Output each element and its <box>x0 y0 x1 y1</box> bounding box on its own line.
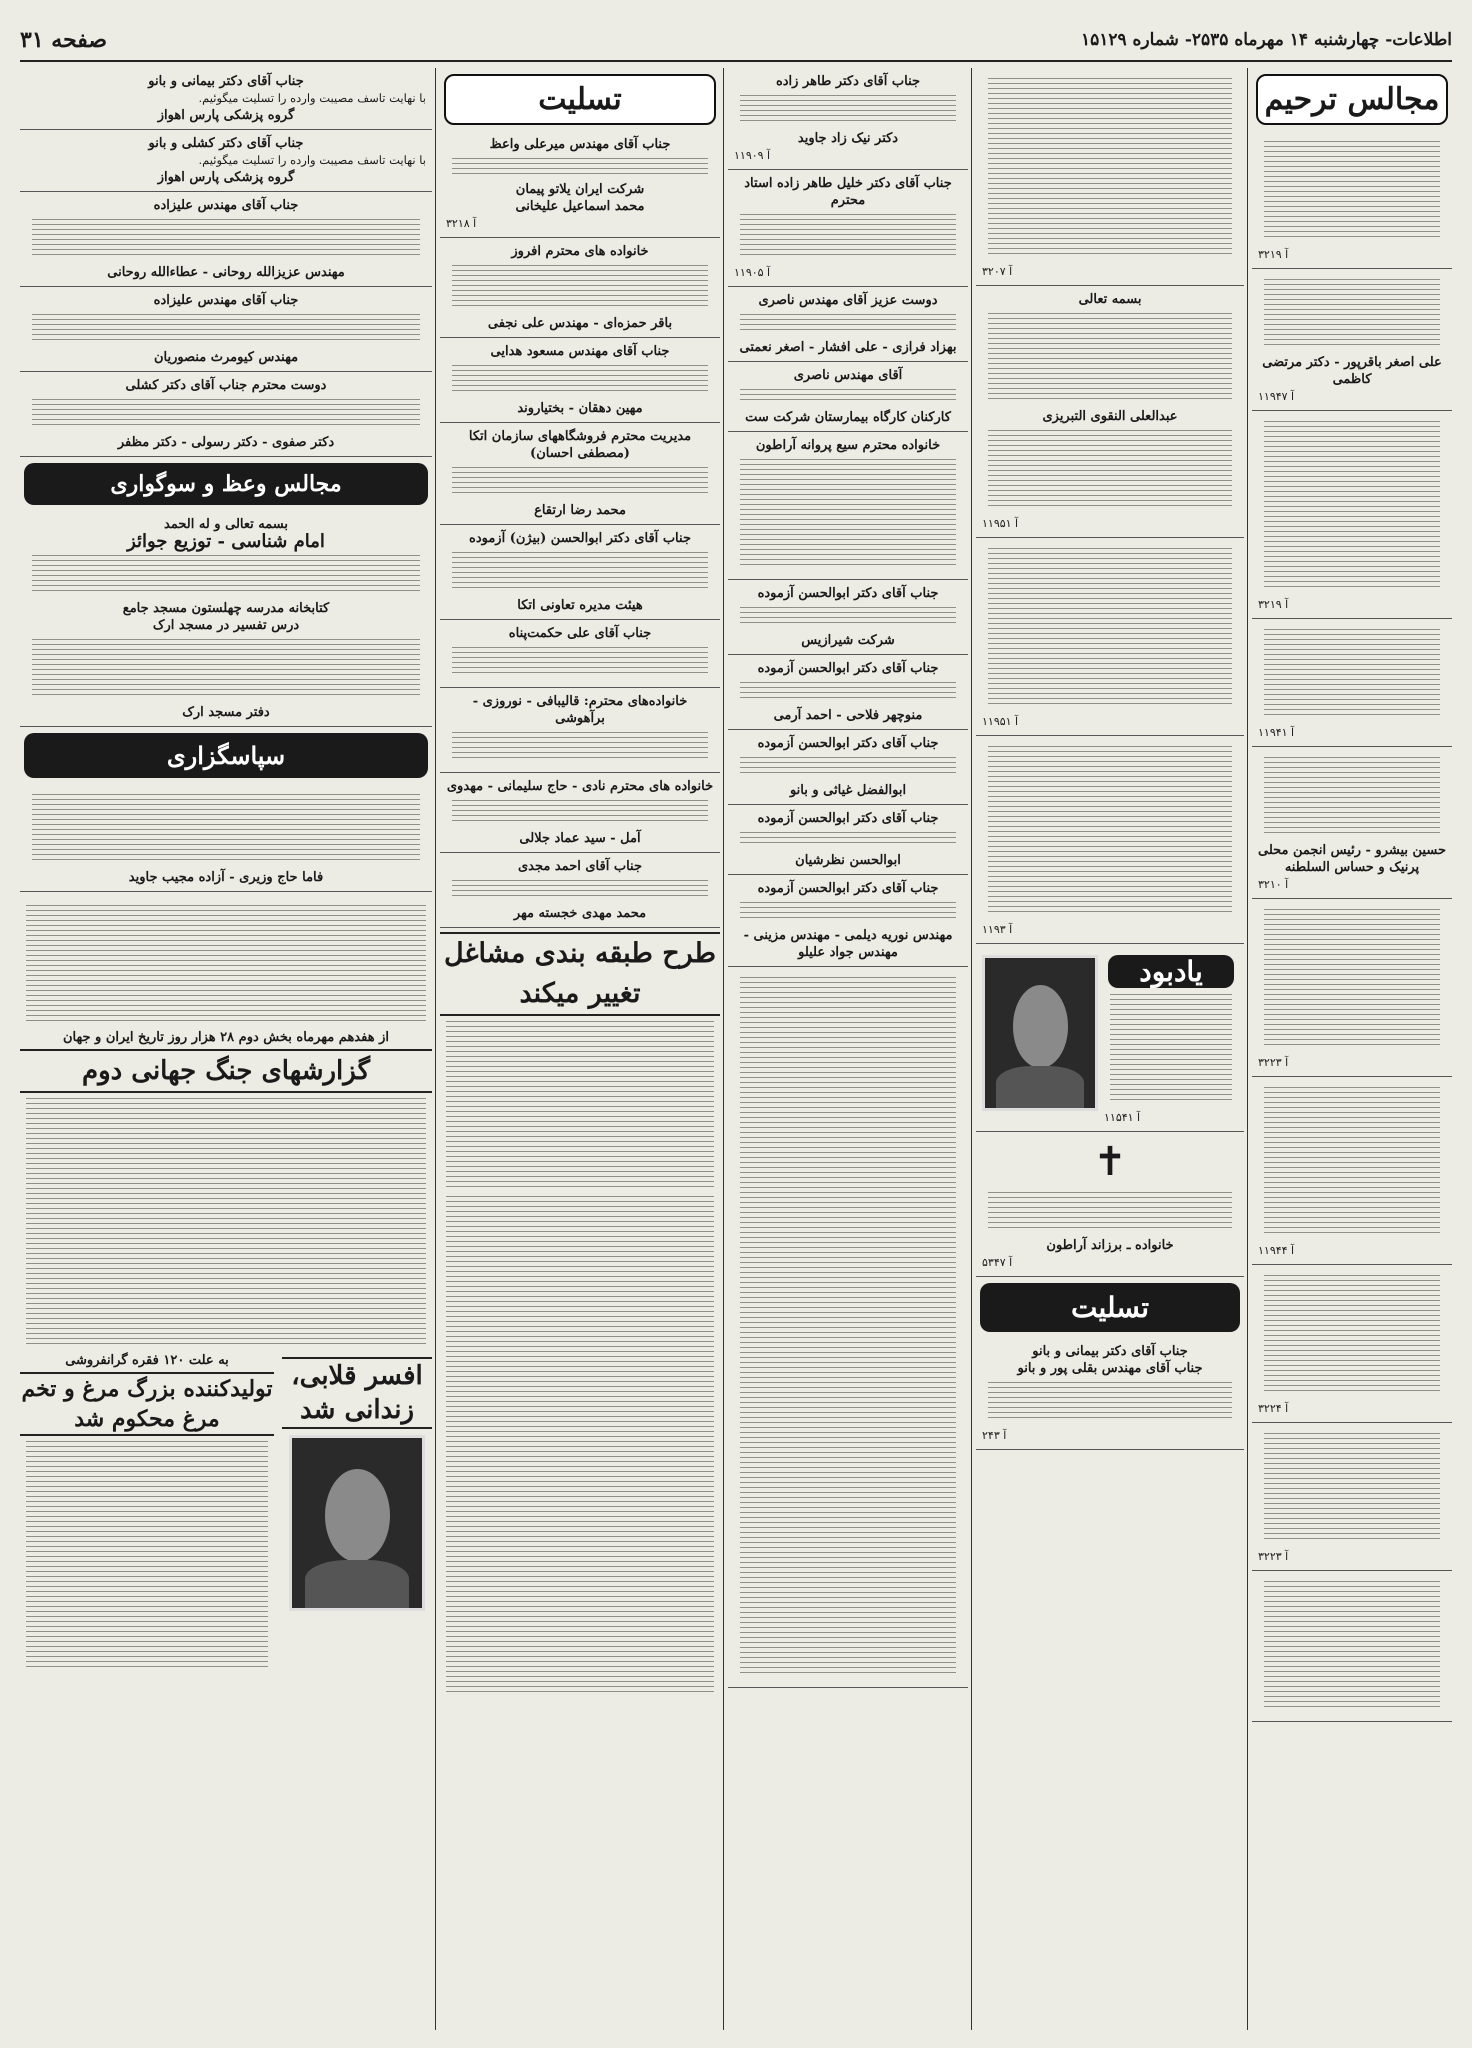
notice-43 <box>20 511 432 727</box>
notice-title: جناب آقای دکتر ابوالحسن آزموده <box>757 736 939 751</box>
notice-title: منوچهر فلاحی - احمد آرمی <box>773 708 923 723</box>
notice-title: گروه پزشکی پارس اهواز <box>157 170 295 185</box>
body-text-block <box>32 639 420 699</box>
body-text-block <box>988 313 1232 403</box>
column-1 <box>1252 68 1452 2030</box>
notice-29 <box>440 131 720 238</box>
notice-code: آ ۳۲۱۸ <box>446 217 477 230</box>
notice-title: جناب آقای دکتر ابوالحسن آزموده <box>757 661 939 676</box>
body-text-block <box>740 977 956 1677</box>
masthead: اطلاعات- چهارشنبه ۱۴ مهرماه ۲۵۳۵- شماره ۱۵۱۲۹ <box>1080 30 1452 50</box>
notice-title: ابوالفضل غیاثی و بانو <box>789 783 907 798</box>
notice-2 <box>1252 269 1452 411</box>
body-text-block <box>32 219 420 259</box>
body-text-block <box>32 794 420 864</box>
body-text-block <box>452 552 708 592</box>
notice-title: مهندس کیومرث منصوریان <box>153 350 299 365</box>
column-2 <box>976 68 1244 2030</box>
body-text-block <box>740 214 956 259</box>
notice-title: دفتر مسجد ارک <box>182 705 270 720</box>
notice-32 <box>440 423 720 525</box>
notice-27 <box>728 875 968 967</box>
body-text-block <box>26 1098 426 1348</box>
notice-title: مدیریت محترم فروشگاههای سازمان اتکا (مصطفی احسان) <box>468 429 692 461</box>
notice-38: جناب آقای دکتر بیمانی و بانو با نهایت تاسف مصیبت وارده را تسلیت میگوئیم. گروه پزشکی پارس اهواز <box>20 68 432 130</box>
notice-14 <box>976 736 1244 944</box>
body-text-block <box>740 314 956 334</box>
notice-code: آ ۳۲۰۷ <box>982 265 1013 278</box>
notice-title: محمد رضا ارتقاع <box>534 503 626 518</box>
notice-title: جناب آقای دکتر خلیل طاهر زاده استاد محترم <box>744 176 952 208</box>
notice-title: جناب آقای دکتر ابوالحسن آزموده <box>757 881 939 896</box>
notice-code: آ ۳۲۲۴ <box>1258 1402 1289 1415</box>
body-text-block <box>1264 909 1440 1049</box>
notice-code: آ ۱۱۹۴۱ <box>1258 726 1295 739</box>
column-3 <box>728 68 968 2030</box>
notices-left-block <box>20 68 432 892</box>
notice-title: خانواده های محترم نادی - حاج سلیمانی - مهدوی <box>446 779 714 794</box>
notice-17 <box>976 1338 1244 1450</box>
notice-title: محمد اسماعیل علیخانی <box>515 199 645 214</box>
officer-photo <box>289 1435 425 1611</box>
body-text-block <box>1264 1087 1440 1237</box>
notice-title: جناب آقای مهندس مسعود هدایی <box>490 344 670 359</box>
notice-title: علی اصغر باقرپور - دکتر مرتضی کاظمی <box>1262 355 1442 387</box>
section-sepasgozari: سپاسگزاری <box>24 733 428 778</box>
notice-title: هیئت مدیره تعاونی اتکا <box>517 598 643 613</box>
notice-40 <box>20 192 432 287</box>
notice-title: محمد مهدی خجسته مهر <box>513 906 647 921</box>
notice-title: ابوالحسن نظرشیان <box>795 853 901 868</box>
section-majales-vaz: مجالس وعظ و سوگواری <box>24 463 428 505</box>
notice-18 <box>728 68 968 170</box>
body-text-block <box>26 1441 268 1671</box>
body-text-block <box>452 265 708 310</box>
notice-33 <box>440 525 720 620</box>
notice-code: آ ۲۴۳ <box>982 1429 1007 1442</box>
body-text-block <box>452 647 708 677</box>
section-tasliat-bottom: تسلیت <box>980 1283 1240 1332</box>
notice-12 <box>976 286 1244 538</box>
notice-title: جناب آقای مهندس میرعلی واعظ <box>489 137 671 152</box>
notice-5 <box>1252 747 1452 899</box>
body-text-block <box>740 389 956 404</box>
notice-title: کارکنان کارگاه بیمارستان شرکت ست <box>745 410 951 425</box>
body-text-block <box>446 1196 714 1696</box>
notice-41 <box>20 287 432 372</box>
body-text-block <box>988 548 1232 708</box>
body-text-block <box>988 430 1232 510</box>
masthead-bar <box>20 20 1452 62</box>
notice-24 <box>728 655 968 730</box>
article-kicker-ww2: از هفدهم مهرماه بخش دوم ۲۸ هزار روز تاریخ ایران و جهان <box>63 1030 389 1045</box>
body-text-block <box>740 95 956 125</box>
notice-code: آ ۳۲۱۰ <box>1258 878 1289 891</box>
notice-title: شرکت ایران یلاتو پیمان <box>515 182 645 197</box>
notice-title: جناب آقای مهندس علیزاده <box>153 198 299 213</box>
notice-title: مهندس عزیزالله روحانی - عطاءالله روحانی <box>107 265 345 280</box>
body-text-block <box>740 902 956 922</box>
column-5 <box>20 68 432 2030</box>
notice-35 <box>440 688 720 773</box>
notice-28 <box>728 967 968 1688</box>
notice-title: بهزاد فرازی - علی افشار - اصغر نعمتی <box>739 340 957 355</box>
body-text-block <box>452 467 708 497</box>
notice-code: آ ۱۱۹۳ <box>982 923 1013 936</box>
notice-30 <box>440 238 720 338</box>
notice-title: بسمه تعالی <box>1078 292 1142 307</box>
body-text-block <box>452 800 708 825</box>
notice-title: شرکت شیرازیس <box>801 633 895 648</box>
body-text-block <box>1264 1275 1440 1395</box>
notice-title: درس تفسیر در مسجد ارک <box>152 618 300 633</box>
notice-code: آ ۱۱۹۴۴ <box>1258 1244 1295 1257</box>
body-text-block <box>32 399 420 429</box>
article-kicker-poultry: به علت ۱۲۰ فقره گرانفروشی <box>65 1353 229 1368</box>
body-text-block <box>988 746 1232 916</box>
memorial-photo <box>982 955 1098 1111</box>
notice-title: خانواده ـ برزاند آراطون <box>1046 1238 1174 1253</box>
body-text-block <box>740 607 956 627</box>
cross-icon: ✝ <box>1093 1139 1127 1185</box>
column-4 <box>440 68 720 2030</box>
article-headline-job-classification: طرح طبقه بندی مشاغل تغییر میکند <box>440 932 720 1016</box>
notice-code: آ ۱۱۹۰۹ <box>734 149 771 162</box>
section-majales-tarhim: مجالس ترحیم <box>1256 74 1448 125</box>
notice-title: جناب آقای مهندس علیزاده <box>153 293 299 308</box>
body-text-block <box>1264 1433 1440 1543</box>
section-tasliat: تسلیت <box>444 74 716 125</box>
notice-16 <box>976 1132 1244 1277</box>
notice-code: آ ۳۲۱۹ <box>1258 248 1289 261</box>
body-text-block <box>452 880 708 900</box>
notice-6 <box>1252 899 1452 1077</box>
notice-title: دوست عزیز آقای مهندس ناصری <box>758 293 938 308</box>
body-text-block <box>452 158 708 176</box>
notice-title: امام شناسی - توزیع جوائز <box>127 531 325 552</box>
notice-20 <box>728 287 968 362</box>
body-text-block <box>1110 994 1232 1104</box>
notice-19 <box>728 170 968 287</box>
notice-code: آ ۵۳۴۷ <box>982 1256 1013 1269</box>
body-text-block <box>1264 279 1440 349</box>
notice-code: آ ۱۱۹۵۱ <box>982 517 1019 530</box>
notice-title: خانواده‌های محترم: قالیبافی - نوروزی - برآهوشی <box>472 694 688 726</box>
notice-title: دکتر نیک زاد جاوید <box>797 131 899 146</box>
notice-title: جناب آقای احمد مجدی <box>517 859 643 874</box>
notice-4 <box>1252 619 1452 747</box>
notice-title: جناب آقای دکتر ابوالحسن آزموده <box>757 811 939 826</box>
body-text-block <box>452 732 708 762</box>
notice-title: جناب آقای دکتر بیمانی و بانو <box>148 74 304 89</box>
notice-39: جناب آقای دکتر کشلی و بانو با نهایت تاسف مصیبت وارده را تسلیت میگوئیم. گروه پزشکی پارس اهواز <box>20 130 432 192</box>
notice-code: آ ۳۲۲۳ <box>1258 1056 1289 1069</box>
notice-title: عبدالعلی النقوی التبریزی <box>1042 409 1178 424</box>
notice-title: دکتر صفوی - دکتر رسولی - دکتر مظفر <box>117 435 335 450</box>
notice-13 <box>976 538 1244 736</box>
body-text-block <box>988 78 1232 258</box>
body-text-block <box>988 1192 1232 1232</box>
notice-title: جناب آقای دکتر ابوالحسن (بیژن) آزموده <box>469 531 691 546</box>
body-text-block <box>452 365 708 395</box>
notice-31 <box>440 338 720 423</box>
body-text-block <box>740 757 956 777</box>
notice-code: آ ۱۱۹۴۷ <box>1258 390 1295 403</box>
body-text-block <box>740 682 956 702</box>
body-text-block <box>32 314 420 344</box>
notice-code: آ ۳۲۲۳ <box>1258 1550 1289 1563</box>
notice-title: مهین دهقان - بختیاروند <box>517 401 643 416</box>
body-text-block <box>1264 141 1440 241</box>
body-text-block <box>1264 421 1440 591</box>
notice-title: جناب آقای دکتر طاهر زاده <box>775 74 921 89</box>
body-text-block <box>740 832 956 847</box>
notice-code: آ ۱۱۹۵۱ <box>982 715 1019 728</box>
body-text-block <box>1264 757 1440 837</box>
notice-42 <box>20 372 432 457</box>
body-text-block <box>446 1021 714 1191</box>
section-yadbood: یادبود <box>1108 955 1234 988</box>
notice-code: آ ۳۲۱۹ <box>1258 598 1289 611</box>
notice-title: دوست محترم جناب آقای دکتر کشلی <box>125 378 327 393</box>
body-text-block <box>1264 1581 1440 1711</box>
body-text-block <box>740 459 956 569</box>
notice-title: گروه پزشکی پارس اهواز <box>157 108 295 123</box>
article-headline-fake-officer: افسر قلابی، زندانی شد <box>282 1357 432 1429</box>
notice-title: فاما حاج وزیری - آزاده مجیب جاوید <box>128 870 324 885</box>
notice-8 <box>1252 1265 1452 1423</box>
notice-title: خانواده محترم سیع پروانه آراطون <box>755 438 941 453</box>
notice-21 <box>728 362 968 432</box>
notice-11 <box>976 68 1244 286</box>
body-text-block <box>32 555 420 595</box>
newspaper-page <box>20 20 1452 2030</box>
notice-title: کتابخانه مدرسه چهلستون مسجد جامع <box>122 601 330 616</box>
notice-title: آمل - سید عماد جلالی <box>519 831 641 846</box>
notice-title: جناب آقای دکتر بیمانی و بانو <box>1032 1344 1188 1359</box>
notice-title: جناب آقای مهندس بقلی پور و بانو <box>1017 1361 1203 1376</box>
notice-34 <box>440 620 720 688</box>
notice-9 <box>1252 1423 1452 1571</box>
article-headline-ww2: گزارشهای جنگ جهانی دوم <box>20 1049 432 1093</box>
notice-title: جناب آقای دکتر ابوالحسن آزموده <box>757 586 939 601</box>
notice-code: آ ۱۱۹۰۵ <box>734 266 771 279</box>
notice-23 <box>728 580 968 655</box>
body-text-block <box>988 1382 1232 1422</box>
notice-title: جناب آقای دکتر کشلی و بانو <box>148 136 304 151</box>
notice-code: آ ۱۱۵۴۱ <box>1104 1111 1141 1124</box>
notice-title: مهندس نوریه دیلمی - مهندس مزینی - مهندس جواد علیلو <box>743 928 953 960</box>
notice-44 <box>20 784 432 892</box>
notice-15 <box>976 944 1244 1132</box>
notice-3 <box>1252 411 1452 619</box>
body-text-block <box>1264 629 1440 719</box>
notice-title: باقر حمزه‌ای - مهندس علی نجفی <box>487 316 673 331</box>
notice-title: جناب آقای علی حکمت‌پناه <box>508 626 652 641</box>
notice-title: بسمه تعالی و له الحمد <box>164 517 288 532</box>
notice-26 <box>728 805 968 875</box>
articles-block <box>20 900 432 1676</box>
notice-7 <box>1252 1077 1452 1265</box>
notice-title: حسین بیشرو - رئیس انجمن محلی پرنیک و حساس السلطنه <box>1258 843 1446 875</box>
notice-37 <box>440 853 720 928</box>
page-number: صفحه ۳۱ <box>20 27 108 53</box>
article-headline-poultry: تولیدکننده بزرگ مرغ و تخم مرغ محکوم شد <box>20 1372 274 1436</box>
notice-1 <box>1252 131 1452 269</box>
notice-title: آقای مهندس ناصری <box>793 368 903 383</box>
notice-25 <box>728 730 968 805</box>
body-text-block <box>26 905 426 1025</box>
notice-10 <box>1252 1571 1452 1722</box>
notice-title: خانواده های محترم افروز <box>511 244 649 259</box>
notice-22 <box>728 432 968 580</box>
notice-36 <box>440 773 720 853</box>
